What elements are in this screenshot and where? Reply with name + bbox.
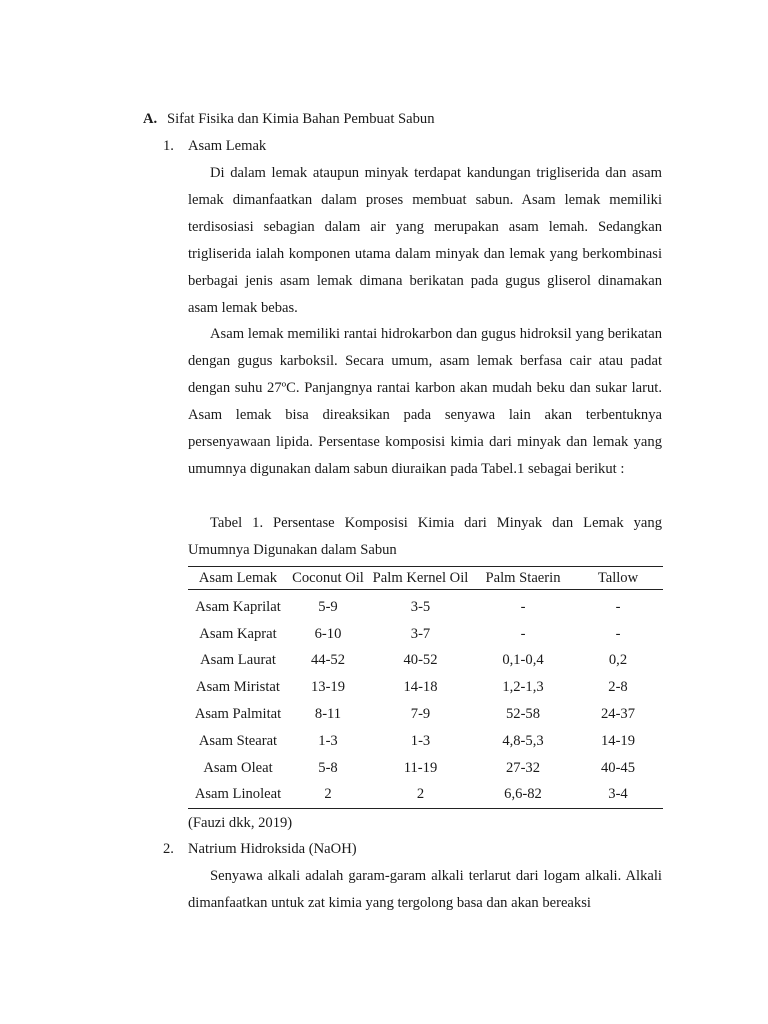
table-row	[188, 648, 663, 675]
table-cell: 6,6-82	[473, 782, 573, 809]
table-cell: 2-8	[608, 679, 628, 696]
subsection-number-1: 1.	[163, 138, 174, 154]
table-cell: 13-19	[310, 679, 346, 696]
subsection-heading-1	[163, 136, 663, 156]
table-header-row	[188, 567, 663, 590]
table-cell: 0,2	[608, 652, 628, 669]
table-header-cell: Palm Kernel Oil	[368, 567, 473, 590]
table-cell: 7-9	[410, 706, 431, 723]
table-cell: Asam Miristat	[196, 679, 280, 696]
subsection-title-2: Natrium Hidroksida (NaOH)	[188, 841, 357, 857]
table-cell: Asam Laurat	[200, 652, 276, 669]
table-cell: 2	[368, 782, 473, 809]
table-row	[188, 728, 663, 755]
table-cell: 3-7	[410, 625, 431, 642]
table-cell: 24-37	[600, 706, 636, 723]
table-cell: -	[615, 598, 621, 615]
paragraph-2: Asam lemak memiliki rantai hidrokarbon dan gugus hidroksil yang berikatan dengan gugus karboksil. Secara umum, asam lemak berfasa cair atau padat dengan suhu 27ºC. Panjangnya rantai karbon akan mudah beku dan sukar larut. Asam lemak bisa direaksikan pada senyawa lain akan terbentuknya persenyawaan lipida. Persentase komposisi kimia dari minyak dan lemak yang umumnya digunakan dalam sabun diuraikan pada Tabel.1 sebagai berikut :	[188, 326, 662, 477]
table-cell: Asam Stearat	[198, 732, 278, 749]
table-cell: Asam Kaprilat	[195, 598, 281, 615]
table-header-cell: Tallow	[573, 567, 663, 590]
table-header-cell: Asam Lemak	[188, 567, 288, 590]
table-row	[188, 701, 663, 728]
section-title: Sifat Fisika dan Kimia Bahan Pembuat Sabun	[167, 111, 435, 127]
table-cell: -	[520, 598, 526, 615]
table-cell: 8-11	[314, 706, 342, 723]
composition-table	[188, 566, 663, 809]
table-cell: 1,2-1,3	[502, 679, 544, 696]
section-marker: A.	[143, 111, 158, 127]
table-cell: 27-32	[505, 759, 541, 776]
table-cell: 5-8	[318, 759, 338, 776]
table-cell: -	[615, 625, 621, 642]
table-cell: 3-5	[410, 598, 431, 615]
table-cell: 52-58	[505, 706, 541, 723]
subsection-number-2: 2.	[163, 841, 174, 857]
table-cell: 14-18	[403, 679, 438, 696]
table-cell: 0,1-0,4	[502, 652, 544, 669]
table-cell: 40-45	[600, 759, 636, 776]
table-cell: 1-3	[318, 732, 338, 749]
table-source: (Fauzi dkk, 2019)	[188, 815, 293, 831]
table-header-cell: Coconut Oil	[288, 567, 368, 590]
table-cell: 2	[288, 782, 368, 809]
table-caption: Tabel 1. Persentase Komposisi Kimia dari Minyak dan Lemak yang Umumnya Digunakan dalam Sabun	[188, 515, 662, 558]
table-cell: 6-10	[314, 625, 342, 642]
table-row	[188, 782, 663, 809]
subsection-title-1: Asam Lemak	[188, 138, 267, 154]
table-row	[188, 755, 663, 782]
table-cell: Asam Palmitat	[194, 706, 282, 723]
table-cell: 40-52	[403, 652, 438, 669]
section-heading	[143, 109, 663, 129]
table-cell: -	[520, 625, 526, 642]
table-cell: 11-19	[403, 759, 438, 776]
table-cell: 4,8-5,3	[502, 732, 544, 749]
paragraph-1: Di dalam lemak ataupun minyak terdapat kandungan trigliserida dan asam lemak dimanfaatkan dalam proses membuat sabun. Asam lemak memiliki terdisosiasi sebagian dalam air yang merupakan asam lemah. Sedangkan trigliserida ialah komponen utama dalam minyak dan lemak yang berkombinasi berbagai jenis asam lemak dimana berikatan pada gugus gliserol dinamakan asam lemak bebas.	[188, 165, 662, 316]
paragraph-3: Senyawa alkali adalah garam-garam alkali terlarut dari logam alkali. Alkali dimanfaatkan untuk zat kimia yang tergolong basa dan akan bereaksi	[188, 868, 662, 911]
table-cell: 5-9	[318, 598, 338, 615]
table-cell: Asam Linoleat	[188, 782, 288, 809]
table-cell: Asam Kaprat	[199, 625, 277, 642]
table-row	[188, 621, 663, 648]
table-row	[188, 674, 663, 701]
table-cell: Asam Oleat	[203, 759, 273, 776]
table-cell: 3-4	[573, 782, 663, 809]
table-row	[188, 590, 663, 621]
table-cell: 14-19	[600, 732, 636, 749]
table-cell: 1-3	[410, 732, 431, 749]
table-cell: 44-52	[310, 652, 346, 669]
subsection-heading-2	[163, 839, 663, 859]
table-header-cell: Palm Staerin	[473, 567, 573, 590]
